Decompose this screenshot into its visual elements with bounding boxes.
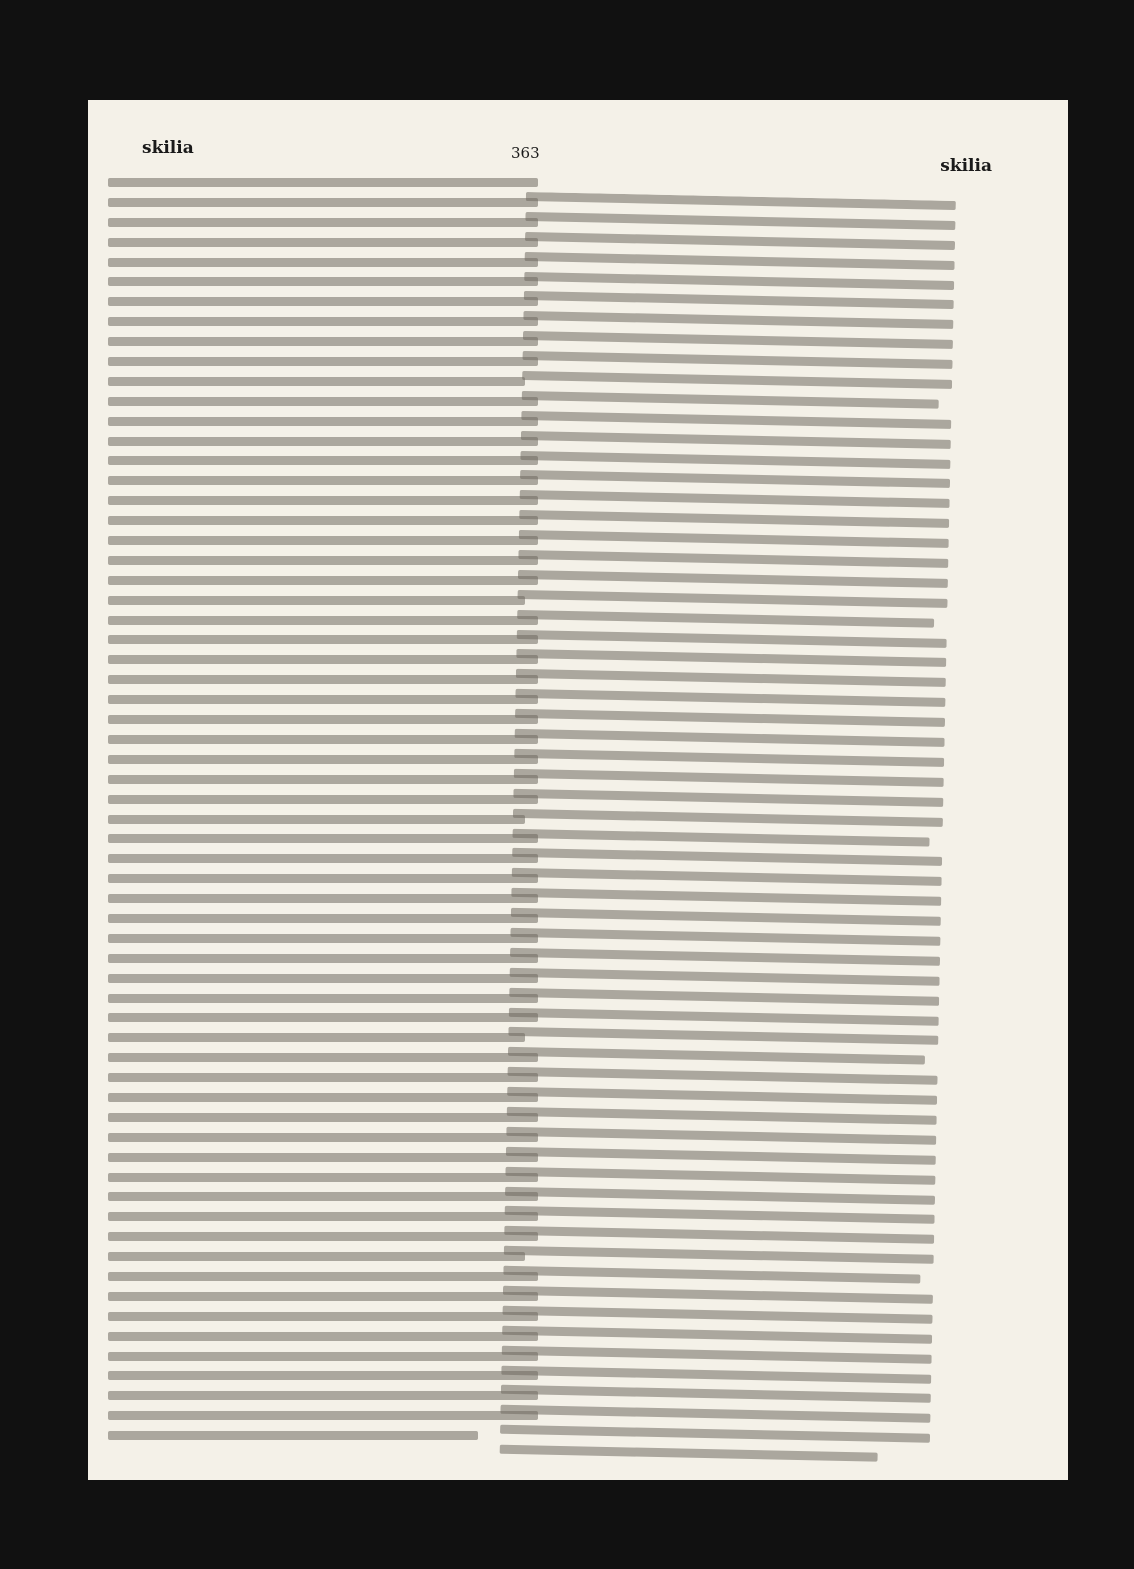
text-line-placeholder [108, 974, 538, 983]
text-line-placeholder [108, 1391, 538, 1400]
text-line-placeholder [508, 1027, 938, 1045]
text-line-placeholder [108, 1411, 538, 1420]
text-line-placeholder [515, 689, 945, 707]
text-line-placeholder [108, 1312, 538, 1321]
text-line-placeholder [501, 1385, 931, 1403]
text-line-placeholder [508, 1047, 925, 1065]
text-line-placeholder [108, 1113, 538, 1122]
text-line-placeholder [108, 874, 538, 883]
text-line-placeholder [510, 968, 940, 986]
text-line-placeholder [108, 934, 538, 943]
text-line-placeholder [517, 610, 934, 628]
text-line-placeholder [108, 1272, 538, 1281]
text-line-placeholder [108, 536, 538, 545]
left-headword: skilia [142, 138, 194, 158]
text-line-placeholder [521, 411, 951, 429]
text-line-placeholder [518, 550, 948, 568]
text-line-placeholder [525, 252, 955, 270]
text-line-placeholder [108, 1013, 538, 1022]
text-line-placeholder [514, 749, 944, 767]
text-line-placeholder [507, 1067, 937, 1085]
text-line-placeholder [108, 914, 538, 923]
text-line-placeholder [108, 496, 538, 505]
text-line-placeholder [108, 1053, 538, 1062]
text-line-placeholder [526, 192, 956, 210]
text-line-placeholder [505, 1186, 935, 1204]
left-text-column [108, 178, 538, 1458]
text-line-placeholder [108, 218, 538, 227]
text-line-placeholder [507, 1087, 937, 1105]
text-line-placeholder [108, 1292, 538, 1301]
text-line-placeholder [511, 888, 941, 906]
text-line-placeholder [108, 277, 538, 286]
text-line-placeholder [509, 1007, 939, 1025]
text-line-placeholder [518, 570, 948, 588]
text-line-placeholder [108, 1093, 538, 1102]
text-line-placeholder [108, 795, 538, 804]
text-line-placeholder [108, 476, 538, 485]
text-line-placeholder [512, 828, 929, 846]
text-line-placeholder [108, 1232, 538, 1241]
text-line-placeholder [504, 1226, 934, 1244]
text-line-placeholder [519, 530, 949, 548]
text-line-placeholder [500, 1425, 930, 1443]
text-line-placeholder [108, 854, 538, 863]
text-line-placeholder [500, 1405, 930, 1423]
dictionary-page [88, 100, 1068, 1480]
text-line-placeholder [513, 789, 943, 807]
text-line-placeholder [505, 1206, 935, 1224]
text-line-placeholder [108, 1431, 478, 1440]
text-line-placeholder [108, 516, 538, 525]
text-line-placeholder [108, 635, 538, 644]
text-line-placeholder [108, 1371, 538, 1380]
text-line-placeholder [108, 258, 538, 267]
text-line-placeholder [502, 1345, 932, 1363]
text-line-placeholder [108, 337, 538, 346]
text-line-placeholder [108, 994, 538, 1003]
text-line-placeholder [520, 451, 950, 469]
text-line-placeholder [517, 629, 947, 647]
text-line-placeholder [108, 1173, 538, 1182]
text-line-placeholder [516, 669, 946, 687]
text-line-placeholder [108, 556, 538, 565]
text-line-placeholder [108, 1033, 525, 1042]
text-line-placeholder [108, 735, 538, 744]
text-line-placeholder [108, 894, 538, 903]
text-line-placeholder [108, 715, 538, 724]
text-line-placeholder [108, 954, 538, 963]
text-line-placeholder [522, 371, 952, 389]
text-line-placeholder [514, 769, 944, 787]
text-line-placeholder [108, 1252, 525, 1261]
text-line-placeholder [108, 675, 538, 684]
text-line-placeholder [502, 1326, 932, 1344]
text-line-placeholder [525, 232, 955, 250]
text-line-placeholder [506, 1127, 936, 1145]
text-line-placeholder [108, 456, 538, 465]
text-line-placeholder [509, 987, 939, 1005]
text-line-placeholder [525, 212, 955, 230]
text-line-placeholder [511, 908, 941, 926]
text-line-placeholder [516, 649, 946, 667]
text-line-placeholder [524, 272, 954, 290]
text-line-placeholder [108, 815, 525, 824]
text-line-placeholder [523, 311, 953, 329]
text-line-placeholder [506, 1147, 936, 1165]
text-line-placeholder [503, 1286, 933, 1304]
text-line-placeholder [515, 729, 945, 747]
text-line-placeholder [108, 616, 538, 625]
page-number: 363 [511, 144, 540, 162]
text-line-placeholder [520, 490, 950, 508]
text-line-placeholder [108, 834, 538, 843]
text-line-placeholder [108, 437, 538, 446]
text-line-placeholder [108, 1073, 538, 1082]
text-line-placeholder [519, 510, 949, 528]
text-line-placeholder [513, 808, 943, 826]
text-line-placeholder [108, 1212, 538, 1221]
text-line-placeholder [108, 775, 538, 784]
text-line-placeholder [504, 1246, 934, 1264]
text-line-placeholder [522, 391, 939, 409]
text-line-placeholder [524, 291, 954, 309]
text-line-placeholder [108, 1153, 538, 1162]
text-line-placeholder [501, 1365, 931, 1383]
text-line-placeholder [512, 848, 942, 866]
text-line-placeholder [507, 1107, 937, 1125]
text-line-placeholder [503, 1266, 920, 1284]
text-line-placeholder [502, 1306, 932, 1324]
text-line-placeholder [108, 417, 538, 426]
text-line-placeholder [108, 1332, 538, 1341]
text-line-placeholder [108, 198, 538, 207]
text-line-placeholder [108, 297, 538, 306]
text-line-placeholder [510, 928, 940, 946]
text-line-placeholder [108, 596, 525, 605]
text-line-placeholder [108, 576, 538, 585]
text-line-placeholder [510, 948, 940, 966]
text-line-placeholder [108, 178, 538, 187]
text-line-placeholder [523, 331, 953, 349]
text-line-placeholder [108, 357, 538, 366]
text-line-placeholder [505, 1166, 935, 1184]
text-line-placeholder [108, 655, 538, 664]
text-line-placeholder [108, 755, 538, 764]
right-headword: skilia [940, 156, 992, 176]
text-line-placeholder [515, 709, 945, 727]
text-line-placeholder [512, 868, 942, 886]
right-text-column [499, 192, 956, 1480]
text-line-placeholder [108, 377, 525, 386]
text-line-placeholder [108, 238, 538, 247]
text-line-placeholder [108, 1133, 538, 1142]
text-line-placeholder [108, 695, 538, 704]
text-line-placeholder [108, 317, 538, 326]
text-line-placeholder [521, 431, 951, 449]
text-line-placeholder [108, 397, 538, 406]
text-line-placeholder [522, 351, 952, 369]
text-line-placeholder [500, 1445, 878, 1462]
text-line-placeholder [520, 470, 950, 488]
text-line-placeholder [108, 1352, 538, 1361]
text-line-placeholder [108, 1192, 538, 1201]
text-line-placeholder [517, 590, 947, 608]
